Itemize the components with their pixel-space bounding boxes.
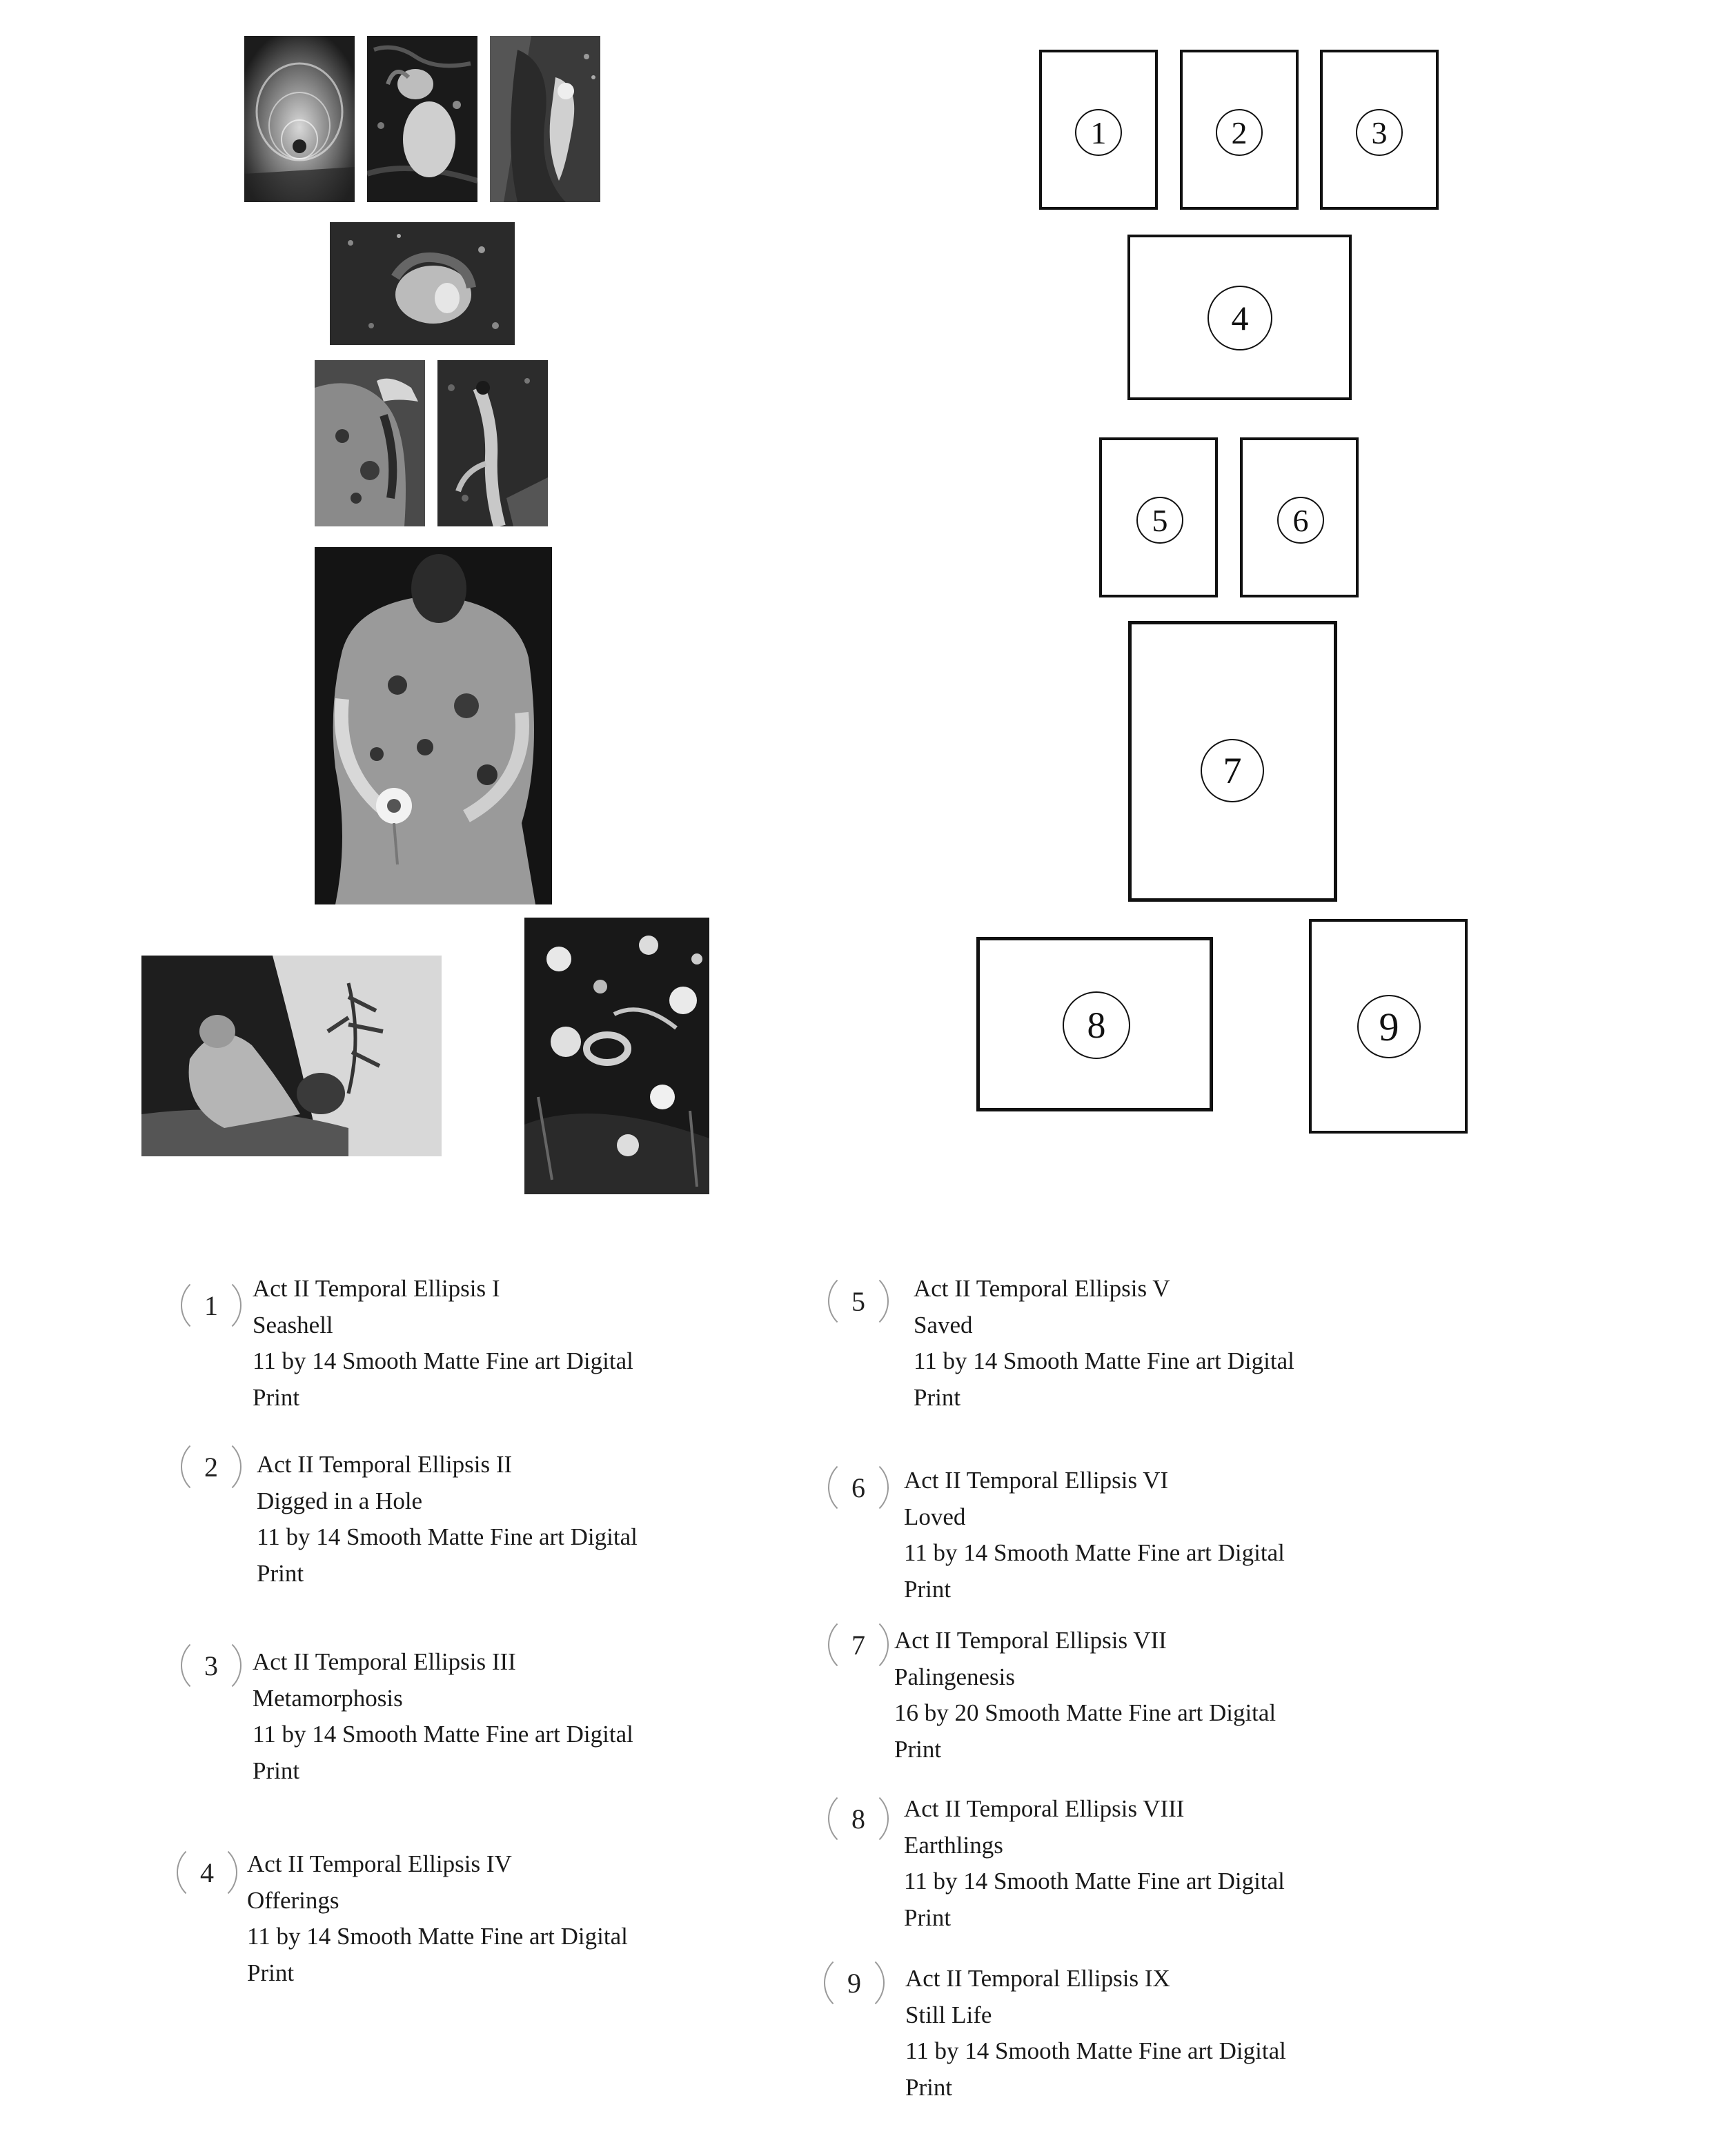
frame-number-4: 4	[1208, 286, 1272, 350]
caption-number-badge: 6	[828, 1457, 889, 1518]
caption-spec: 11 by 14 Smooth Matte Fine art Digital	[905, 2037, 1286, 2064]
caption-name: Saved	[914, 1311, 973, 1338]
caption-number-badge: 9	[824, 1952, 885, 2013]
frame-4	[1127, 235, 1352, 400]
photo-9-still-life	[524, 918, 709, 1194]
caption-title: Act II Temporal Ellipsis I	[253, 1275, 500, 1302]
frame-number-6: 6	[1277, 497, 1324, 544]
caption-number-badge: 5	[828, 1271, 889, 1332]
caption-number-badge: 7	[828, 1614, 889, 1675]
caption-spec-cont: Print	[914, 1383, 961, 1411]
caption-spec: 16 by 20 Smooth Matte Fine art Digital	[894, 1699, 1276, 1726]
caption-spec: 11 by 14 Smooth Matte Fine art Digital	[247, 1923, 628, 1950]
caption-spec-cont: Print	[253, 1757, 300, 1784]
caption-spec: 11 by 14 Smooth Matte Fine art Digital	[904, 1868, 1285, 1895]
photo-5-saved	[315, 360, 425, 526]
caption-spec-cont: Print	[247, 1959, 295, 1986]
caption-spec: 11 by 14 Smooth Matte Fine art Digital	[253, 1347, 633, 1374]
photo-6-loved	[437, 360, 548, 526]
frame-6	[1240, 437, 1359, 597]
caption-name: Earthlings	[904, 1831, 1003, 1859]
frame-number-9: 9	[1357, 995, 1421, 1058]
caption-spec-cont: Print	[904, 1575, 952, 1603]
caption-number-badge: 2	[181, 1436, 241, 1497]
frame-3	[1320, 50, 1439, 210]
caption-title: Act II Temporal Ellipsis VII	[894, 1627, 1167, 1654]
caption-name: Palingenesis	[894, 1663, 1015, 1690]
caption-name: Seashell	[253, 1311, 333, 1338]
caption-title: Act II Temporal Ellipsis IX	[905, 1965, 1170, 1992]
caption-title: Act II Temporal Ellipsis III	[253, 1648, 516, 1675]
photo-4-offerings	[330, 222, 515, 345]
photo-1-seashell	[244, 36, 355, 202]
caption-number-badge: 8	[828, 1788, 889, 1849]
frame-1	[1039, 50, 1158, 210]
frame-number-1: 1	[1075, 109, 1122, 156]
caption-spec: 11 by 14 Smooth Matte Fine art Digital	[257, 1523, 638, 1550]
frame-8	[976, 937, 1213, 1111]
frame-number-3: 3	[1356, 109, 1403, 156]
caption-spec-cont: Print	[253, 1383, 300, 1411]
caption-title: Act II Temporal Ellipsis IV	[247, 1850, 512, 1877]
caption-spec-cont: Print	[905, 2073, 953, 2101]
caption-spec-cont: Print	[257, 1559, 304, 1587]
frame-9	[1309, 919, 1468, 1134]
caption-name: Digged in a Hole	[257, 1487, 423, 1514]
frame-2	[1180, 50, 1299, 210]
caption-title: Act II Temporal Ellipsis V	[914, 1275, 1170, 1302]
caption-title: Act II Temporal Ellipsis VI	[904, 1467, 1169, 1494]
caption-name: Loved	[904, 1503, 966, 1530]
caption-name: Metamorphosis	[253, 1684, 403, 1712]
frame-5	[1099, 437, 1218, 597]
frame-number-2: 2	[1216, 109, 1263, 156]
caption-spec: 11 by 14 Smooth Matte Fine art Digital	[904, 1539, 1285, 1566]
caption-spec-cont: Print	[904, 1903, 952, 1931]
photo-2-digged-in-a-hole	[367, 36, 477, 202]
caption-name: Still Life	[905, 2001, 992, 2028]
photo-3-metamorphosis	[490, 36, 600, 202]
caption-title: Act II Temporal Ellipsis VIII	[904, 1795, 1185, 1822]
caption-name: Offerings	[247, 1886, 339, 1914]
frame-number-8: 8	[1063, 991, 1130, 1059]
caption-spec: 11 by 14 Smooth Matte Fine art Digital	[253, 1721, 633, 1748]
caption-number-badge: 3	[181, 1635, 241, 1696]
photo-7-palingenesis	[315, 547, 552, 904]
frame-7	[1128, 621, 1337, 902]
photo-8-earthlings	[141, 956, 442, 1156]
caption-number-badge: 1	[181, 1275, 241, 1336]
caption-title: Act II Temporal Ellipsis II	[257, 1451, 513, 1478]
frame-number-7: 7	[1201, 739, 1264, 802]
frame-number-5: 5	[1136, 497, 1183, 544]
caption-spec: 11 by 14 Smooth Matte Fine art Digital	[914, 1347, 1294, 1374]
caption-number-badge: 4	[177, 1842, 237, 1903]
caption-spec-cont: Print	[894, 1735, 942, 1763]
